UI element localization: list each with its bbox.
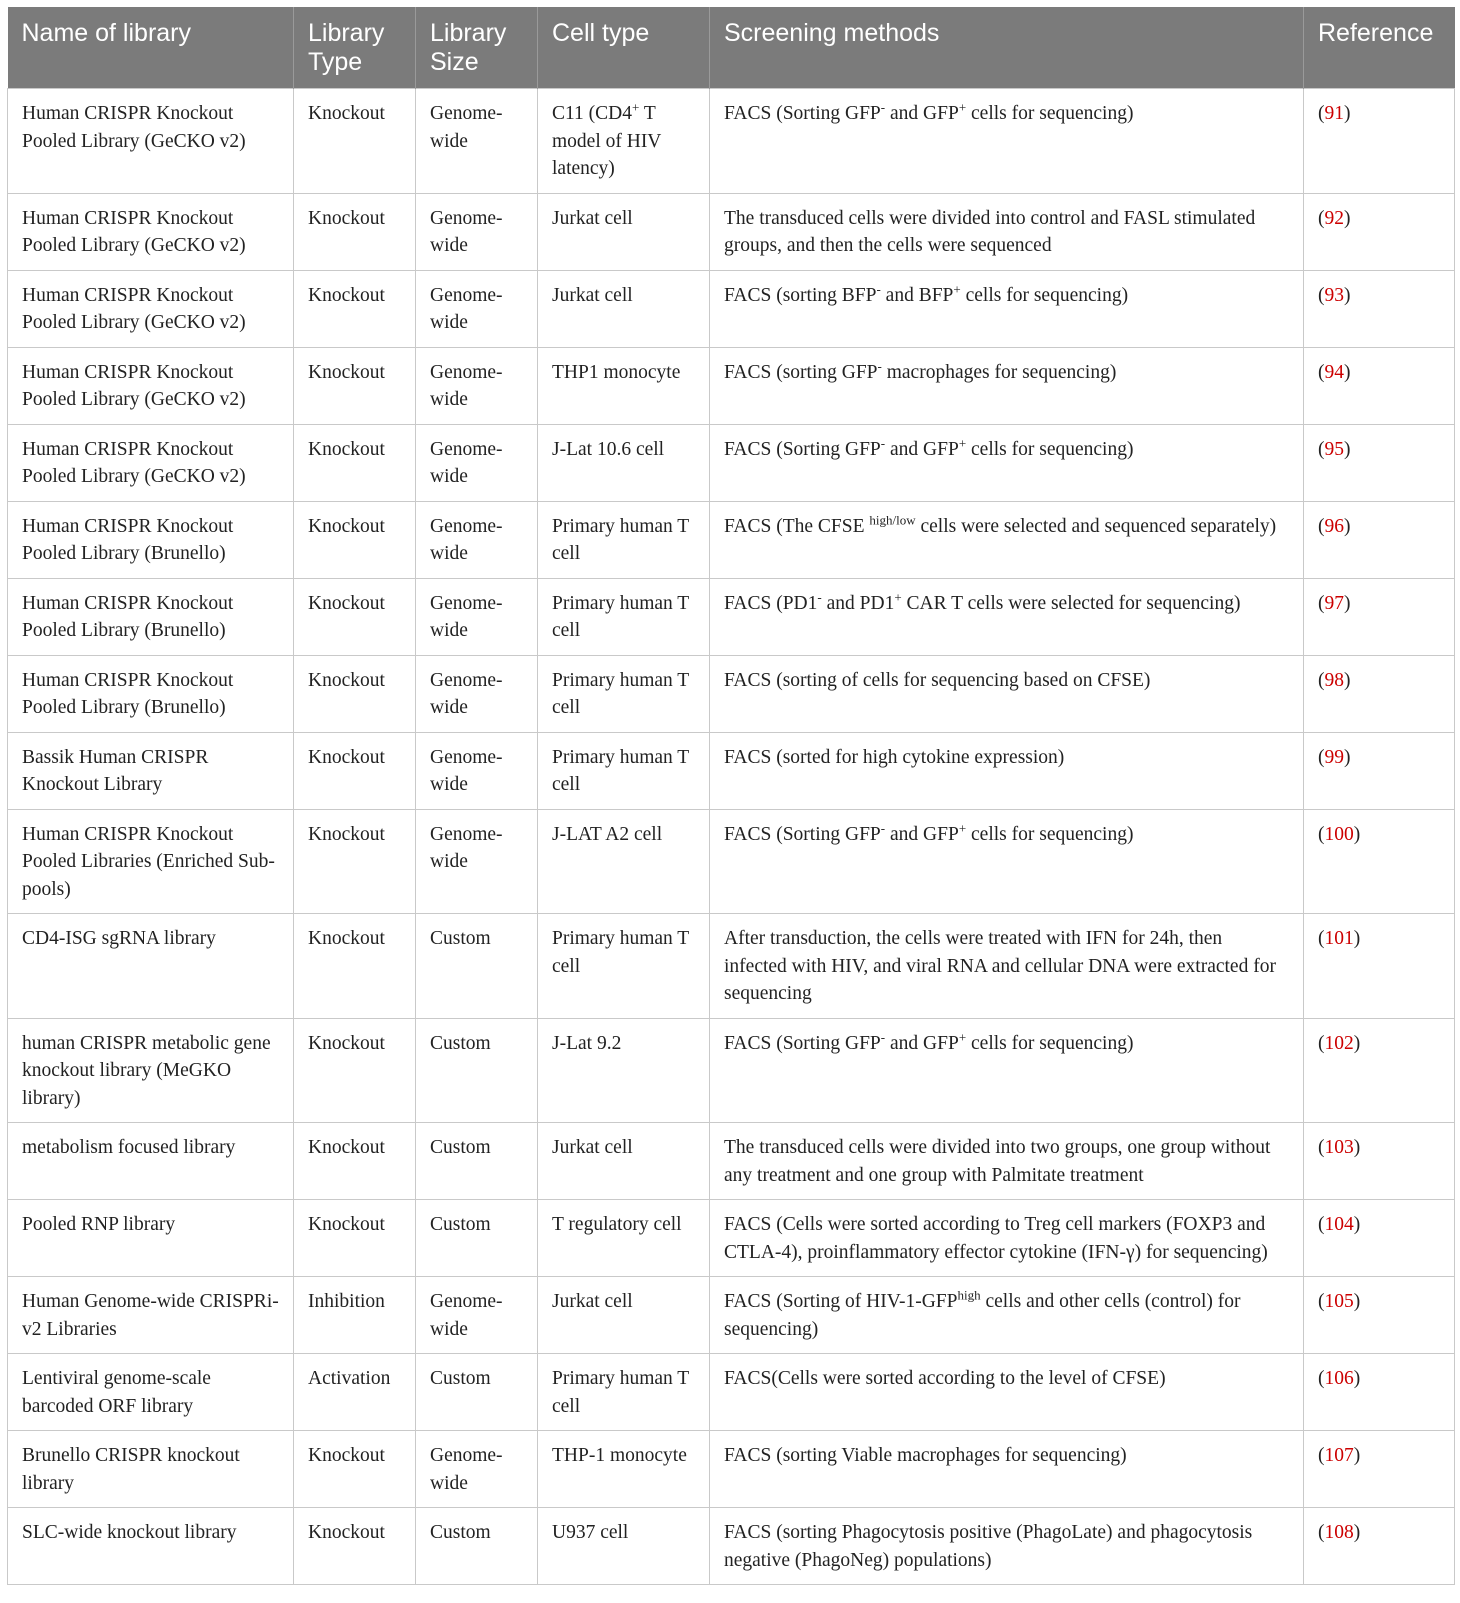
cell-screening-method <box>710 1018 1304 1123</box>
text-part: FACS (Sorting GFP <box>724 823 881 845</box>
cell-reference <box>1304 193 1455 270</box>
cell-cell-type <box>538 1277 710 1354</box>
text-part: FACS (Sorting GFP <box>724 1032 881 1054</box>
text-part: Jurkat cell <box>552 1291 633 1312</box>
ref-close-paren: ) <box>1353 1368 1361 1389</box>
ref-close-paren: ) <box>1344 284 1351 306</box>
text-part: macrophages for sequencing) <box>881 361 1117 383</box>
cell-library-size: Genome-wide <box>416 347 538 424</box>
ref-open-paren: ( <box>1318 361 1325 383</box>
cell-library-size: Custom <box>416 1018 538 1123</box>
cell-library-size: Genome-wide <box>416 89 538 194</box>
cell-cell-type <box>538 1018 710 1123</box>
cell-library-size: Genome-wide <box>416 655 538 732</box>
superscript: high/low <box>869 512 916 527</box>
cell-cell-type <box>538 347 710 424</box>
cell-library-size: Custom <box>416 1354 538 1431</box>
text-part: Primary human T cell <box>552 515 689 564</box>
cell-library-name: Pooled RNP library <box>8 1200 294 1277</box>
table-row <box>8 347 1455 424</box>
cell-screening-method <box>710 1200 1304 1277</box>
cell-screening-method <box>710 193 1304 270</box>
ref-close-paren: ) <box>1353 823 1361 845</box>
text-part: Primary human T cell <box>552 592 689 641</box>
text-part: FACS (Sorting GFP <box>724 438 881 460</box>
cell-cell-type <box>538 424 710 501</box>
header-reference: Reference <box>1304 7 1455 89</box>
cell-library-name: SLC-wide knockout library <box>8 1508 294 1585</box>
cell-reference <box>1304 1200 1455 1277</box>
text-part: T model of HIV latency) <box>552 103 662 179</box>
cell-library-type: Knockout <box>294 501 416 578</box>
text-part: THP-1 monocyte <box>552 1445 687 1466</box>
ref-open-paren: ( <box>1318 1291 1325 1312</box>
cell-library-size: Genome-wide <box>416 270 538 347</box>
table-row <box>8 1277 1455 1354</box>
cell-screening-method <box>710 89 1304 194</box>
table-row <box>8 732 1455 809</box>
text-part: FACS (sorting GFP <box>724 361 878 383</box>
table-body <box>8 89 1455 1585</box>
cell-screening-method <box>710 1277 1304 1354</box>
ref-close-paren: ) <box>1344 438 1351 460</box>
cell-screening-method <box>710 501 1304 578</box>
reference-link[interactable]: 107 <box>1324 1445 1354 1466</box>
cell-screening-method <box>710 1354 1304 1431</box>
superscript: - <box>876 281 881 296</box>
ref-open-paren: ( <box>1318 669 1325 691</box>
table-row <box>8 1354 1455 1431</box>
cell-library-size: Genome-wide <box>416 1431 538 1508</box>
cell-library-size: Genome-wide <box>416 424 538 501</box>
cell-library-name: Human CRISPR Knockout Pooled Library (GeCKO v2) <box>8 347 294 424</box>
reference-link[interactable]: 93 <box>1324 284 1344 306</box>
text-part: cells for sequencing) <box>960 284 1129 306</box>
cell-reference <box>1304 1277 1455 1354</box>
text-part: FACS (Cells were sorted according to Treg cell markers (FOXP3 and CTLA-4), proinflammatory effector cytokine (IFN-γ) for sequencing) <box>724 1214 1268 1263</box>
text-part: FACS (sorted for high cytokine expression) <box>724 746 1065 768</box>
text-part: J-LAT A2 cell <box>552 823 663 845</box>
ref-close-paren: ) <box>1353 1291 1361 1312</box>
reference-link[interactable]: 102 <box>1324 1032 1354 1054</box>
text-part: T regulatory cell <box>552 1214 682 1235</box>
superscript: + <box>958 1029 967 1044</box>
table-row <box>8 1018 1455 1123</box>
text-part: and BFP <box>880 284 954 306</box>
cell-library-name: human CRISPR metabolic gene knockout library (MeGKO library) <box>8 1018 294 1123</box>
cell-library-size: Custom <box>416 1508 538 1585</box>
cell-library-type: Knockout <box>294 1018 416 1123</box>
text-part: Primary human T cell <box>552 1368 689 1417</box>
cell-library-type: Activation <box>294 1354 416 1431</box>
superscript: + <box>632 99 640 115</box>
ref-close-paren: ) <box>1344 592 1351 614</box>
cell-screening-method <box>710 578 1304 655</box>
text-part: Primary human T cell <box>552 746 689 795</box>
text-part: CAR T cells were selected for sequencing) <box>901 592 1241 614</box>
reference-link[interactable]: 99 <box>1324 746 1344 768</box>
cell-library-type: Knockout <box>294 1431 416 1508</box>
cell-reference <box>1304 1508 1455 1585</box>
ref-open-paren: ( <box>1318 207 1325 229</box>
reference-link[interactable]: 97 <box>1324 592 1344 614</box>
cell-library-size: Custom <box>416 1200 538 1277</box>
ref-open-paren: ( <box>1318 823 1325 845</box>
reference-link[interactable]: 101 <box>1324 928 1354 949</box>
reference-link[interactable]: 94 <box>1324 361 1344 383</box>
text-part: U937 cell <box>552 1522 629 1543</box>
cell-library-name: Human CRISPR Knockout Pooled Library (Brunello) <box>8 501 294 578</box>
cell-library-name: Human CRISPR Knockout Pooled Library (Brunello) <box>8 655 294 732</box>
header-library-type: Library Type <box>294 7 416 89</box>
cell-library-type: Knockout <box>294 424 416 501</box>
header-screening-methods: Screening methods <box>710 7 1304 89</box>
cell-library-type: Knockout <box>294 809 416 914</box>
text-part: The transduced cells were divided into two groups, one group without any treatment and one group with Palmitate treatment <box>724 1137 1271 1186</box>
cell-library-size: Genome-wide <box>416 578 538 655</box>
cell-library-name: Human CRISPR Knockout Pooled Library (GeCKO v2) <box>8 424 294 501</box>
ref-open-paren: ( <box>1318 1137 1325 1158</box>
text-part: and GFP <box>885 823 959 845</box>
superscript: + <box>953 281 961 296</box>
cell-screening-method <box>710 270 1304 347</box>
cell-library-name: CD4-ISG sgRNA library <box>8 914 294 1019</box>
ref-close-paren: ) <box>1353 1137 1361 1158</box>
superscript: + <box>894 589 902 604</box>
text-part: C11 (CD4 <box>552 103 632 124</box>
cell-screening-method <box>710 914 1304 1019</box>
text-part: FACS (Sorting of HIV-1-GFP <box>724 1291 958 1312</box>
ref-open-paren: ( <box>1318 746 1325 768</box>
cell-screening-method <box>710 1431 1304 1508</box>
cell-screening-method <box>710 1508 1304 1585</box>
cell-library-name: Bassik Human CRISPR Knockout Library <box>8 732 294 809</box>
ref-open-paren: ( <box>1318 1522 1325 1543</box>
cell-screening-method <box>710 424 1304 501</box>
cell-cell-type <box>538 809 710 914</box>
text-part: FACS (sorting BFP <box>724 284 877 306</box>
text-part: J-Lat 9.2 <box>552 1032 622 1054</box>
ref-close-paren: ) <box>1344 515 1351 537</box>
text-part: The transduced cells were divided into control and FASL stimulated groups, and then the cells were sequenced <box>724 207 1256 256</box>
ref-close-paren: ) <box>1353 1445 1361 1466</box>
cell-reference <box>1304 732 1455 809</box>
cell-reference <box>1304 1123 1455 1200</box>
cell-reference <box>1304 1018 1455 1123</box>
text-part: cells and other cells (control) for sequencing) <box>724 1291 1241 1340</box>
text-part: Primary human T cell <box>552 928 689 977</box>
text-part: After transduction, the cells were treated with IFN for 24h, then infected with HIV, and viral RNA and cellular DNA were extracted for sequencing <box>724 928 1276 1004</box>
text-part: FACS (The CFSE <box>724 515 870 537</box>
superscript: - <box>880 820 886 835</box>
cell-cell-type <box>538 270 710 347</box>
cell-cell-type <box>538 501 710 578</box>
text-part: Jurkat cell <box>552 1137 633 1158</box>
ref-close-paren: ) <box>1344 746 1351 768</box>
text-part: and GFP <box>885 1032 959 1054</box>
ref-open-paren: ( <box>1318 438 1325 460</box>
reference-link[interactable]: 105 <box>1324 1291 1354 1312</box>
library-table <box>7 7 1455 1585</box>
superscript: + <box>958 99 967 115</box>
cell-reference <box>1304 89 1455 194</box>
cell-cell-type <box>538 1431 710 1508</box>
table-row <box>8 655 1455 732</box>
table-row <box>8 1431 1455 1508</box>
reference-link[interactable]: 103 <box>1324 1137 1354 1158</box>
cell-reference <box>1304 655 1455 732</box>
cell-library-size: Genome-wide <box>416 1277 538 1354</box>
cell-library-name: Human CRISPR Knockout Pooled Library (Brunello) <box>8 578 294 655</box>
superscript: high <box>957 1287 981 1303</box>
cell-library-name: Human CRISPR Knockout Pooled Library (GeCKO v2) <box>8 89 294 194</box>
table-row <box>8 578 1455 655</box>
table-row <box>8 501 1455 578</box>
cell-library-name: Human CRISPR Knockout Pooled Libraries (Enriched Sub-pools) <box>8 809 294 914</box>
table-row <box>8 270 1455 347</box>
cell-cell-type <box>538 578 710 655</box>
ref-open-paren: ( <box>1318 592 1325 614</box>
cell-library-size: Genome-wide <box>416 732 538 809</box>
cell-cell-type <box>538 655 710 732</box>
cell-library-type: Knockout <box>294 270 416 347</box>
superscript: - <box>880 1029 886 1044</box>
superscript: - <box>880 99 886 115</box>
table-row <box>8 193 1455 270</box>
table-row <box>8 424 1455 501</box>
table-container <box>7 7 1454 1585</box>
cell-screening-method <box>710 1123 1304 1200</box>
text-part: and GFP <box>885 103 959 124</box>
ref-open-paren: ( <box>1318 103 1325 124</box>
superscript: + <box>958 435 967 450</box>
text-part: cells were selected and sequenced separately) <box>915 515 1277 537</box>
cell-library-type: Knockout <box>294 655 416 732</box>
ref-close-paren: ) <box>1353 928 1361 949</box>
text-part: FACS (sorting of cells for sequencing based on CFSE) <box>724 669 1151 691</box>
reference-link[interactable]: 100 <box>1324 823 1354 845</box>
cell-library-size: Genome-wide <box>416 193 538 270</box>
header-library-size: Library Size <box>416 7 538 89</box>
ref-close-paren: ) <box>1353 1522 1361 1543</box>
header-cell-type: Cell type <box>538 7 710 89</box>
table-row <box>8 89 1455 194</box>
cell-library-name: Human CRISPR Knockout Pooled Library (GeCKO v2) <box>8 270 294 347</box>
ref-close-paren: ) <box>1353 1032 1361 1054</box>
ref-close-paren: ) <box>1344 361 1351 383</box>
reference-link[interactable]: 95 <box>1324 438 1344 460</box>
superscript: - <box>877 358 882 373</box>
text-part: cells for sequencing) <box>966 438 1134 460</box>
cell-reference <box>1304 347 1455 424</box>
text-part: and PD1 <box>821 592 895 614</box>
cell-cell-type <box>538 1200 710 1277</box>
cell-cell-type <box>538 89 710 194</box>
text-part: FACS (PD1 <box>724 592 818 614</box>
text-part: THP1 monocyte <box>552 361 681 383</box>
cell-cell-type <box>538 1508 710 1585</box>
cell-reference <box>1304 1354 1455 1431</box>
superscript: - <box>880 435 886 450</box>
text-part: J-Lat 10.6 cell <box>552 438 665 460</box>
ref-open-paren: ( <box>1318 515 1325 537</box>
cell-screening-method <box>710 655 1304 732</box>
ref-open-paren: ( <box>1318 1032 1325 1054</box>
ref-close-paren: ) <box>1344 207 1351 229</box>
cell-reference <box>1304 501 1455 578</box>
cell-library-name: metabolism focused library <box>8 1123 294 1200</box>
cell-screening-method <box>710 809 1304 914</box>
cell-library-type: Knockout <box>294 1200 416 1277</box>
cell-library-type: Knockout <box>294 89 416 194</box>
cell-library-type: Knockout <box>294 578 416 655</box>
text-part: cells for sequencing) <box>966 823 1134 845</box>
ref-open-paren: ( <box>1318 1445 1325 1466</box>
ref-open-paren: ( <box>1318 1368 1325 1389</box>
cell-screening-method <box>710 347 1304 424</box>
cell-library-type: Inhibition <box>294 1277 416 1354</box>
cell-reference <box>1304 809 1455 914</box>
reference-link[interactable]: 106 <box>1324 1368 1354 1389</box>
cell-library-name: Human Genome-wide CRISPRi-v2 Libraries <box>8 1277 294 1354</box>
cell-cell-type <box>538 914 710 1019</box>
text-part: Primary human T cell <box>552 669 689 718</box>
text-part: FACS (sorting Phagocytosis positive (PhagoLate) and phagocytosis negative (PhagoNeg) populations) <box>724 1522 1253 1571</box>
table-row <box>8 1508 1455 1585</box>
reference-link[interactable]: 108 <box>1324 1522 1354 1543</box>
text-part: cells for sequencing) <box>966 103 1134 124</box>
cell-library-size: Genome-wide <box>416 501 538 578</box>
reference-link[interactable]: 104 <box>1324 1214 1354 1235</box>
text-part: FACS(Cells were sorted according to the level of CFSE) <box>724 1368 1166 1389</box>
cell-reference <box>1304 578 1455 655</box>
table-row <box>8 1123 1455 1200</box>
cell-library-size: Custom <box>416 914 538 1019</box>
ref-open-paren: ( <box>1318 1214 1325 1235</box>
superscript: + <box>958 820 967 835</box>
ref-open-paren: ( <box>1318 928 1325 949</box>
ref-close-paren: ) <box>1353 1214 1361 1235</box>
text-part: Jurkat cell <box>552 207 633 229</box>
header-row <box>8 7 1455 89</box>
reference-link[interactable]: 91 <box>1324 103 1344 124</box>
cell-cell-type <box>538 1123 710 1200</box>
table-row <box>8 914 1455 1019</box>
cell-library-name: Lentiviral genome-scale barcoded ORF library <box>8 1354 294 1431</box>
text-part: FACS (sorting Viable macrophages for sequencing) <box>724 1445 1127 1466</box>
cell-library-type: Knockout <box>294 732 416 809</box>
ref-close-paren: ) <box>1344 103 1351 124</box>
text-part: Jurkat cell <box>552 284 633 306</box>
cell-reference <box>1304 914 1455 1019</box>
cell-reference <box>1304 424 1455 501</box>
ref-close-paren: ) <box>1344 669 1351 691</box>
cell-library-type: Knockout <box>294 193 416 270</box>
text-part: FACS (Sorting GFP <box>724 103 881 124</box>
cell-library-name: Brunello CRISPR knockout library <box>8 1431 294 1508</box>
cell-library-type: Knockout <box>294 1123 416 1200</box>
reference-link[interactable]: 96 <box>1324 515 1344 537</box>
cell-library-type: Knockout <box>294 347 416 424</box>
cell-library-size: Genome-wide <box>416 809 538 914</box>
cell-reference <box>1304 270 1455 347</box>
table-row <box>8 1200 1455 1277</box>
cell-library-type: Knockout <box>294 914 416 1019</box>
header-name-of-library: Name of library <box>8 7 294 89</box>
ref-open-paren: ( <box>1318 284 1325 306</box>
cell-cell-type <box>538 193 710 270</box>
reference-link[interactable]: 98 <box>1324 669 1344 691</box>
cell-library-type: Knockout <box>294 1508 416 1585</box>
cell-library-size: Custom <box>416 1123 538 1200</box>
text-part: cells for sequencing) <box>966 1032 1134 1054</box>
superscript: - <box>817 589 822 604</box>
cell-library-name: Human CRISPR Knockout Pooled Library (GeCKO v2) <box>8 193 294 270</box>
cell-cell-type <box>538 1354 710 1431</box>
cell-screening-method <box>710 732 1304 809</box>
table-row <box>8 809 1455 914</box>
cell-reference <box>1304 1431 1455 1508</box>
text-part: and GFP <box>885 438 959 460</box>
reference-link[interactable]: 92 <box>1324 207 1344 229</box>
cell-cell-type <box>538 732 710 809</box>
